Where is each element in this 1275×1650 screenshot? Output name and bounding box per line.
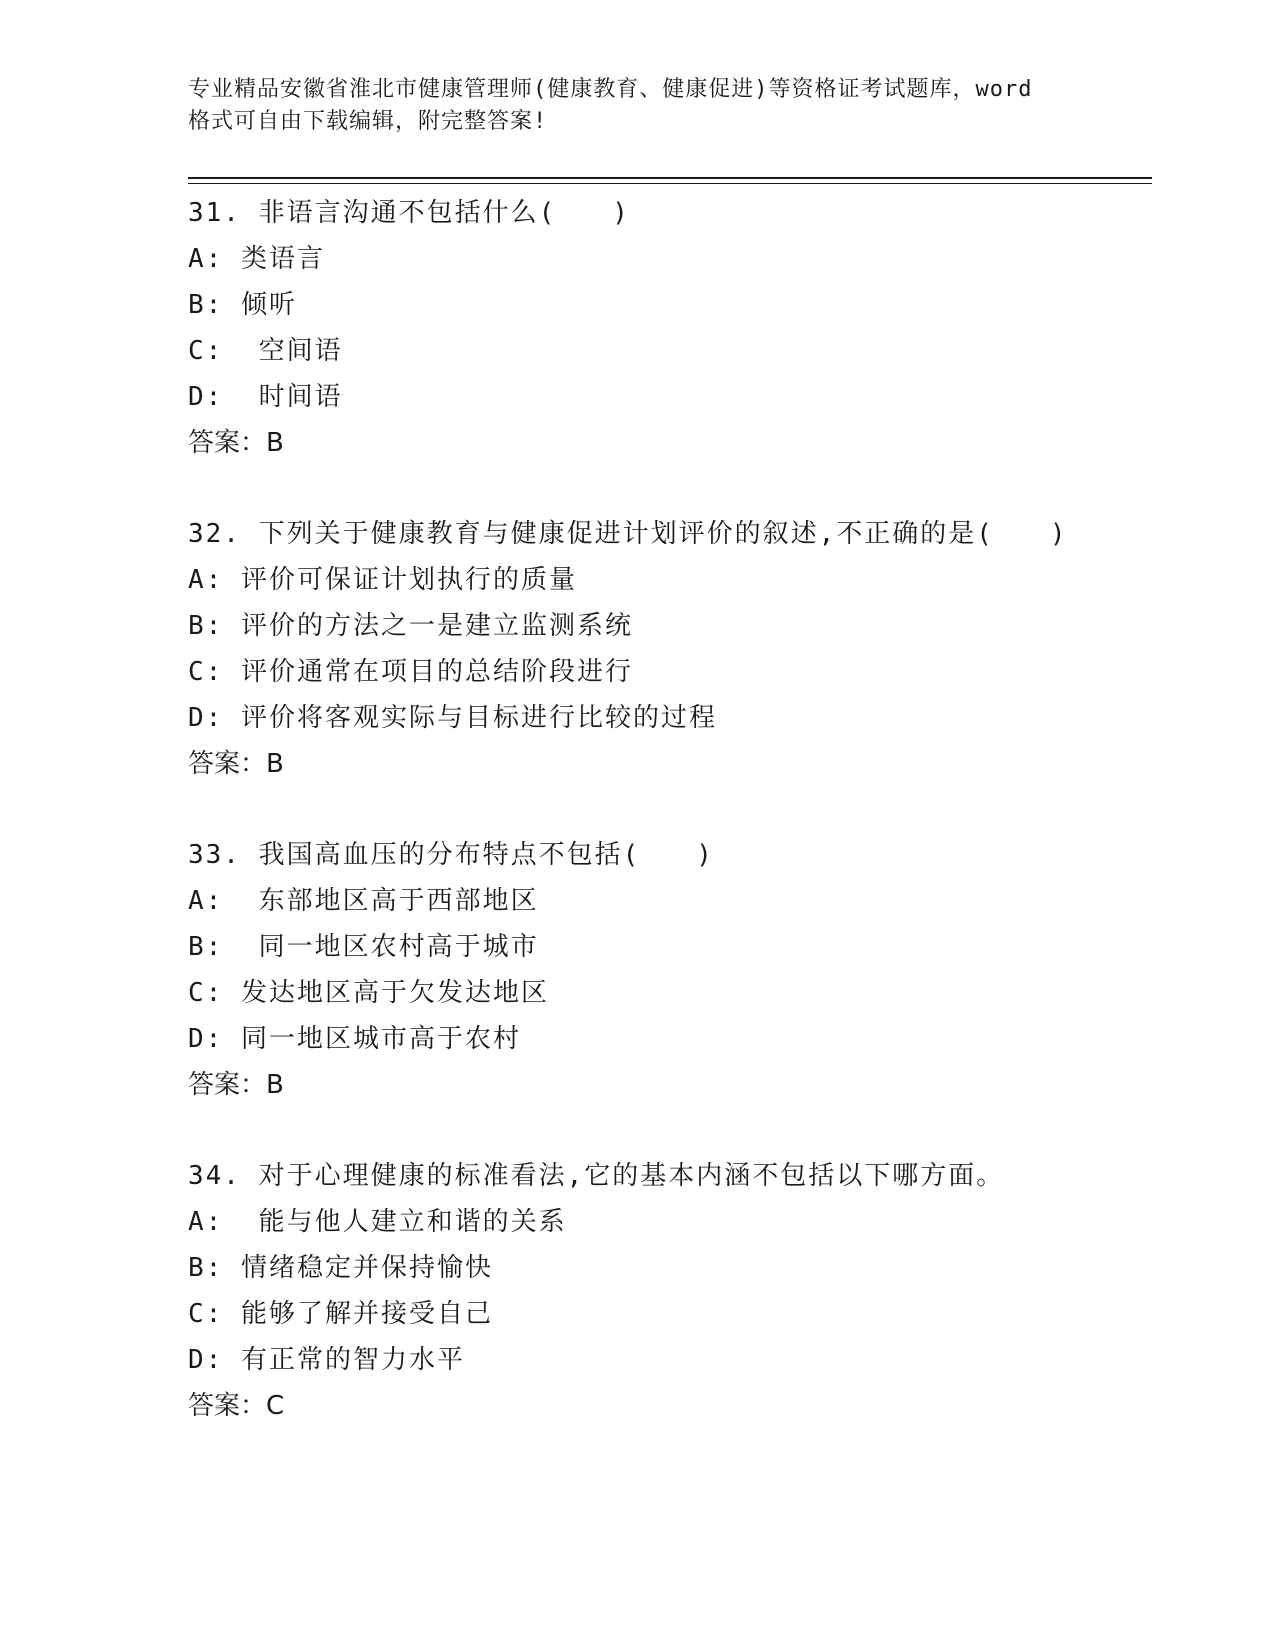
question-32 — [188, 511, 1148, 787]
option-c: C: 空间语 — [188, 336, 343, 366]
option-b: B: 情绪稳定并保持愉快 — [188, 1253, 493, 1283]
option-a: A: 类语言 — [188, 244, 325, 274]
option-d: D: 评价将客观实际与目标进行比较的过程 — [188, 703, 717, 733]
option-a: A: 能与他人建立和谐的关系 — [188, 1207, 567, 1237]
question-31 — [188, 190, 1148, 466]
question-stem: 33. 我国高血压的分布特点不包括( ) — [188, 840, 714, 870]
option-d: D: 时间语 — [188, 382, 343, 412]
option-c: C: 发达地区高于欠发达地区 — [188, 978, 549, 1008]
question-stem: 32. 下列关于健康教育与健康促进计划评价的叙述,不正确的是( ) — [188, 519, 1068, 549]
question-stem: 31. 非语言沟通不包括什么( ) — [188, 198, 630, 228]
option-a: A: 评价可保证计划执行的质量 — [188, 565, 577, 595]
answer-label: 答案：B — [188, 428, 284, 458]
option-c: C: 能够了解并接受自己 — [188, 1299, 493, 1329]
option-d: D: 同一地区城市高于农村 — [188, 1024, 521, 1054]
header-divider-thin — [188, 183, 1152, 184]
header-divider-thick — [188, 177, 1152, 179]
header-line-1: 专业精品安徽省淮北市健康管理师(健康教育、健康促进)等资格证考试题库，word — [188, 77, 1033, 102]
question-34 — [188, 1153, 1148, 1429]
option-a: A: 东部地区高于西部地区 — [188, 886, 539, 916]
answer-label: 答案：C — [188, 1391, 285, 1421]
option-d: D: 有正常的智力水平 — [188, 1345, 465, 1375]
header-line-2: 格式可自由下载编辑，附完整答案! — [188, 109, 548, 134]
question-stem: 34. 对于心理健康的标准看法,它的基本内涵不包括以下哪方面。 — [188, 1161, 1005, 1191]
option-c: C: 评价通常在项目的总结阶段进行 — [188, 657, 633, 687]
option-b: B: 同一地区农村高于城市 — [188, 932, 539, 962]
option-b: B: 评价的方法之一是建立监测系统 — [188, 611, 633, 641]
question-list — [188, 190, 1148, 1474]
answer-label: 答案：B — [188, 1070, 284, 1100]
answer-label: 答案：B — [188, 749, 284, 779]
question-33 — [188, 832, 1148, 1108]
document-header — [188, 74, 1108, 138]
option-b: B: 倾听 — [188, 290, 297, 320]
